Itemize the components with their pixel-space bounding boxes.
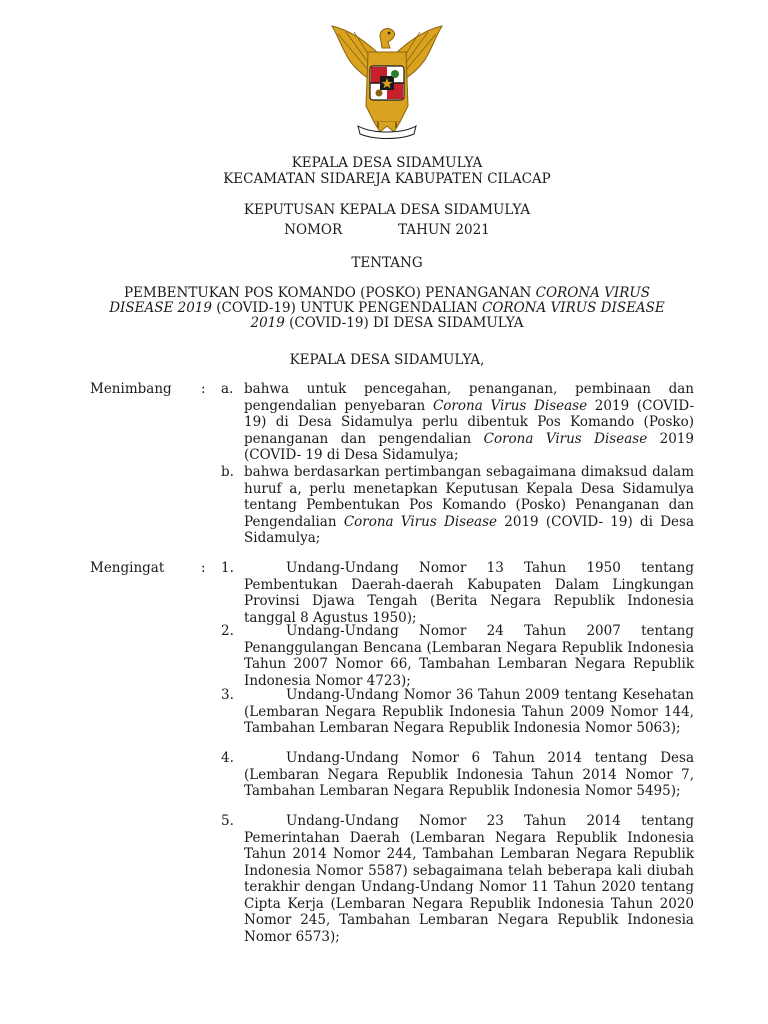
law-item-marker: 4. (221, 750, 234, 766)
decision-number-line (80, 222, 694, 238)
subject-line-3 (80, 315, 694, 331)
law-item-text: Undang-Undang Nomor 13 Tahun 1950 tentang Pembentukan Daerah-daerah Kabupaten Dalam Lingkungan Provinsi Djawa Tengah (Berita Negara Republik Indonesia tanggal 8 Agustus 1950); (244, 560, 694, 626)
mengingat-colon: : (201, 560, 206, 576)
subject-italic: DISEASE 2019 (109, 300, 212, 316)
law-item-marker: 2. (221, 623, 234, 639)
law-item-text: Undang-Undang Nomor 23 Tahun 2014 tentang Pemerintahan Daerah (Lembaran Negara Republik Indonesia Tahun 2014 Nomor 244, Tambahan Lembaran Negara Republik Indonesia Nomor 5587) sebagaimana telah beberapa kali diubah terakhir dengan Undang-Undang Nomor 11 Tahun 2020 tentang Cipta Kerja (Lembaran Negara Republik Indonesia Tahun 2020 Nomor 245, Tambahan Lembaran Negara Republik Indonesia Nomor 6573); (244, 813, 694, 945)
subject-line-1 (80, 285, 694, 301)
consideration-b-text (244, 464, 694, 547)
subject-italic: CORONA VIRUS DISEASE (482, 300, 665, 316)
law-item-text: Undang-Undang Nomor 6 Tahun 2014 tentang Desa (Lembaran Negara Republik Indonesia Tahun 2014 Nomor 7, Tambahan Lembaran Negara Republik Indonesia Nomor 5495); (244, 750, 694, 799)
consideration-text: 2019 (COVID- 19) di Desa Sidamulya; (244, 513, 694, 546)
consideration-italic: Corona Virus Disease (483, 430, 648, 447)
subject-italic: 2019 (250, 315, 285, 331)
menimbang-colon: : (201, 381, 206, 397)
menimbang-label: Menimbang (90, 381, 172, 397)
year-label: TAHUN 2021 (398, 222, 490, 238)
subject-text: (COVID-19) DI DESA SIDAMULYA (284, 315, 524, 331)
subject-italic: CORONA VIRUS (535, 285, 651, 301)
header-line-village-head: KEPALA DESA SIDAMULYA (291, 155, 483, 171)
number-label: NOMOR (284, 222, 343, 238)
consideration-text: bahwa berdasarkan pertimbangan sebagaimana dimaksud dalam huruf a, perlu menetapkan Keputusan Kepala Desa Sidamulya tentang Pembentukan Pos Komando (Posko) Penanganan dan Pengendalian (244, 464, 694, 530)
subject-line-2 (80, 300, 694, 316)
consideration-text: 2019 (COVID-19) di Desa Sidamulya perlu dibentuk Pos Komando (Posko) penanganan dan pengendalian (244, 397, 694, 447)
consideration-b-marker: b. (221, 464, 234, 480)
consideration-a-text (244, 381, 694, 464)
official-title: KEPALA DESA SIDAMULYA, (289, 352, 485, 368)
consideration-italic: Corona Virus Disease (432, 397, 588, 414)
law-item-marker: 3. (221, 687, 234, 703)
subject-text: (COVID-19) UNTUK PENGENDALIAN (211, 300, 483, 316)
consideration-a-marker: a. (221, 381, 234, 397)
law-item-marker: 5. (221, 813, 234, 829)
consideration-text: bahwa untuk pencegahan, penanganan, pembinaan dan pengendalian penyebaran (244, 381, 694, 414)
consideration-italic: Corona Virus Disease (343, 513, 498, 530)
garuda-emblem-icon (328, 22, 446, 142)
about-heading: TENTANG (351, 255, 423, 271)
law-item-text: Undang-Undang Nomor 36 Tahun 2009 tentang Kesehatan (Lembaran Negara Republik Indonesia Tahun 2009 Nomor 144, Tambahan Lembaran Negara Republik Indonesia Nomor 5063); (244, 687, 694, 736)
consideration-text: 2019 (COVID- 19 di Desa Sidamulya; (244, 430, 694, 463)
header-line-district: KECAMATAN SIDAREJA KABUPATEN CILACAP (223, 171, 551, 187)
law-item-text: Undang-Undang Nomor 24 Tahun 2007 tentang Penanggulangan Bencana (Lembaran Negara Republik Indonesia Tahun 2007 Nomor 66, Tambahan Lembaran Negara Republik Indonesia Nomor 4723); (244, 623, 694, 689)
mengingat-label: Mengingat (90, 560, 165, 576)
subject-text: PEMBENTUKAN POS KOMANDO (POSKO) PENANGANAN (123, 285, 536, 301)
law-item-marker: 1. (221, 560, 234, 576)
decision-title: KEPUTUSAN KEPALA DESA SIDAMULYA (243, 202, 531, 218)
